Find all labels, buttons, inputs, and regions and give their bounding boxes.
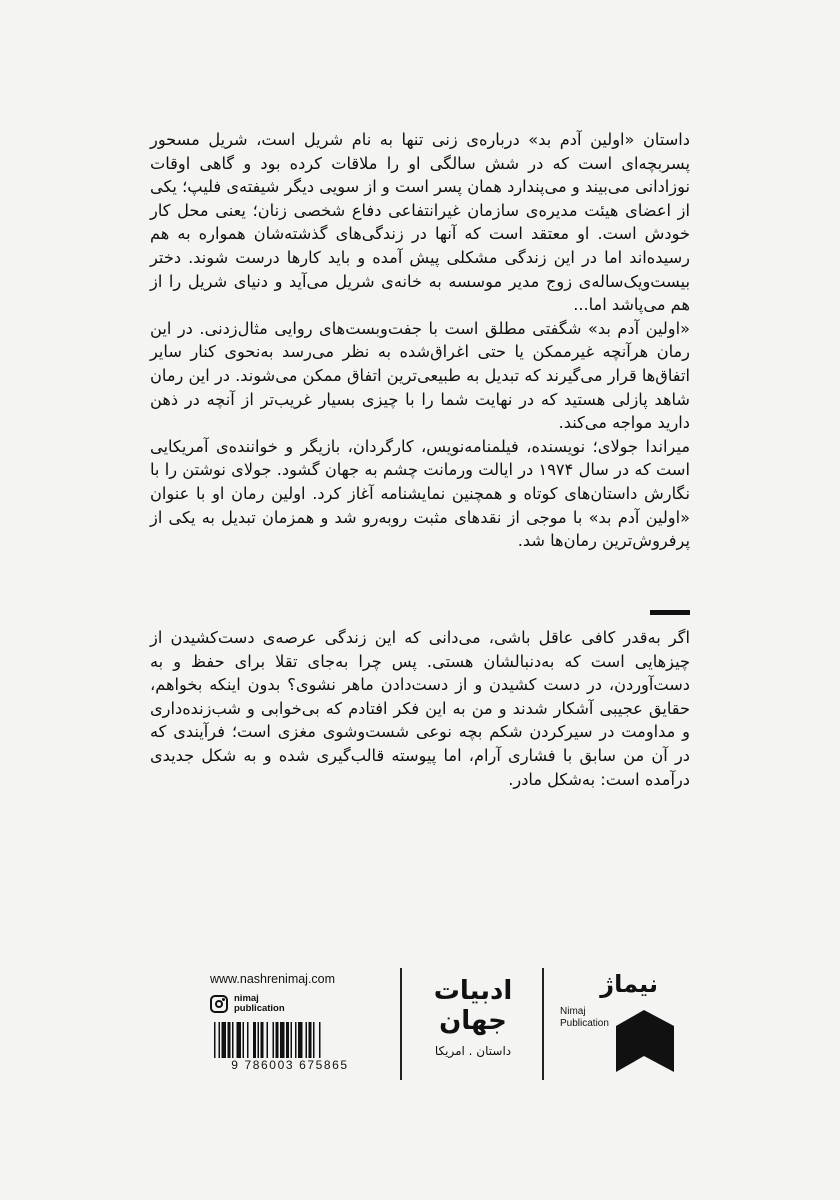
series-subtitle: داستان . امریکا: [434, 1044, 512, 1058]
section-divider: [650, 610, 690, 615]
book-shape-icon: [614, 1008, 676, 1074]
series-title-line-1: ادبیات: [433, 976, 513, 1006]
synopsis-text: [150, 128, 690, 553]
isbn-number: 9 786003 675865: [210, 1058, 370, 1072]
publisher-logo: [558, 968, 678, 1078]
instagram-handle: [210, 994, 285, 1014]
instagram-line-1: nimaj: [234, 993, 259, 1004]
publisher-latin-line-2: Publication: [560, 1018, 609, 1029]
publisher-name: نیماژ: [600, 970, 658, 998]
synopsis-paragraph-1: داستان «اولین آدم بد» درباره‌ی زنی تنها به نام شریل است، شریل مسحور پسربچه‌ای است که در شش سالگی او را ملاقات کرده بود و گاهی اوقات نوزادانی می‌بیند و می‌پندارد همان پسر است و از سویی دیگر شیفته‌ی فلیپ؛ یکی از اعضای هیئت مدیره‌ی سازمان غیرانتفاعی دفاع شخصی زنان؛ یعنی محل کار خودش است. او معتقد است که آنها در زندگی‌های گذشته‌شان همواره به هم رسیده‌اند اما در این زندگی مشکلی پیش آمده و باید کارها درست شوند. دختر بیست‌ویک‌ساله‌ی زوج مدیر موسسه به خانه‌ی شریل می‌آید و دنیای شریل را از هم می‌پاشد اما...: [150, 130, 690, 315]
series-title-line-2: جهان: [439, 1006, 507, 1036]
publisher-latin-line-1: Nimaj: [560, 1006, 586, 1017]
excerpt-text: [150, 626, 690, 791]
excerpt-paragraph: اگر به‌قدر کافی عاقل باشی، می‌دانی که این زندگی عرصه‌ی دست‌کشیدن از چیزهایی است که به‌دنبالشان هستی. پس چرا به‌جای تقلا برای حفظ و به دست‌آوردن، در دست کشیدن و از دست‌دادن ماهر نشوی؟ بدون اینکه بخواهم، حقایق عجیبی آشکار شدند و من به این فکر افتادم که بی‌خوابی و شب‌زنده‌داری و مداومت در سیرکردن شکم بچه نوعی شست‌وشوی مغزی است؛ فرآیندی که در آن من سابق با فشاری آرام، اما پیوسته قالب‌گیری شده و به شکل جدیدی درآمده است: به‌شکل مادر.: [150, 628, 690, 789]
footer-separator-right: [542, 968, 544, 1080]
instagram-line-2: publication: [234, 1003, 285, 1014]
series-logo: [418, 976, 528, 1058]
website-url: www.nashrenimaj.com: [210, 972, 336, 986]
instagram-icon: [210, 995, 228, 1013]
footer-separator-left: [400, 968, 402, 1080]
synopsis-paragraph-3: میراندا جولای؛ نویسنده، فیلمنامه‌نویس، کارگردان، بازیگر و خواننده‌ی آمریکایی است که در سال ۱۹۷۴ در ایالت ورمانت چشم به جهان گشود. جولای نوشتن را با نگارش داستان‌های کوتاه و همچنین نمایشنامه آغاز کرد. اولین رمان او با عنوان «اولین آدم بد» با موجی از نقدهای مثبت روبه‌رو شد و همزمان تبدیل به یکی از پرفروش‌ترین رمان‌ها شد.: [150, 436, 690, 551]
synopsis-paragraph-2: «اولین آدم بد» شگفتی مطلق است با جفت‌وبست‌های روایی مثال‌زدنی. در این رمان هرآنچه غیرممکن یا حتی اغراق‌شده به نظر می‌رسد به‌نحوی کنار سایر اتفاق‌ها قرار می‌گیرند که تبدیل به طبیعی‌ترین اتفاق ممکن می‌شوند. در این رمان شاهد پازلی هستید که در نهایت شما را با چیزی بسیار غریب‌تر از آنچه در ذهن دارید مواجه می‌کند.: [150, 318, 690, 433]
